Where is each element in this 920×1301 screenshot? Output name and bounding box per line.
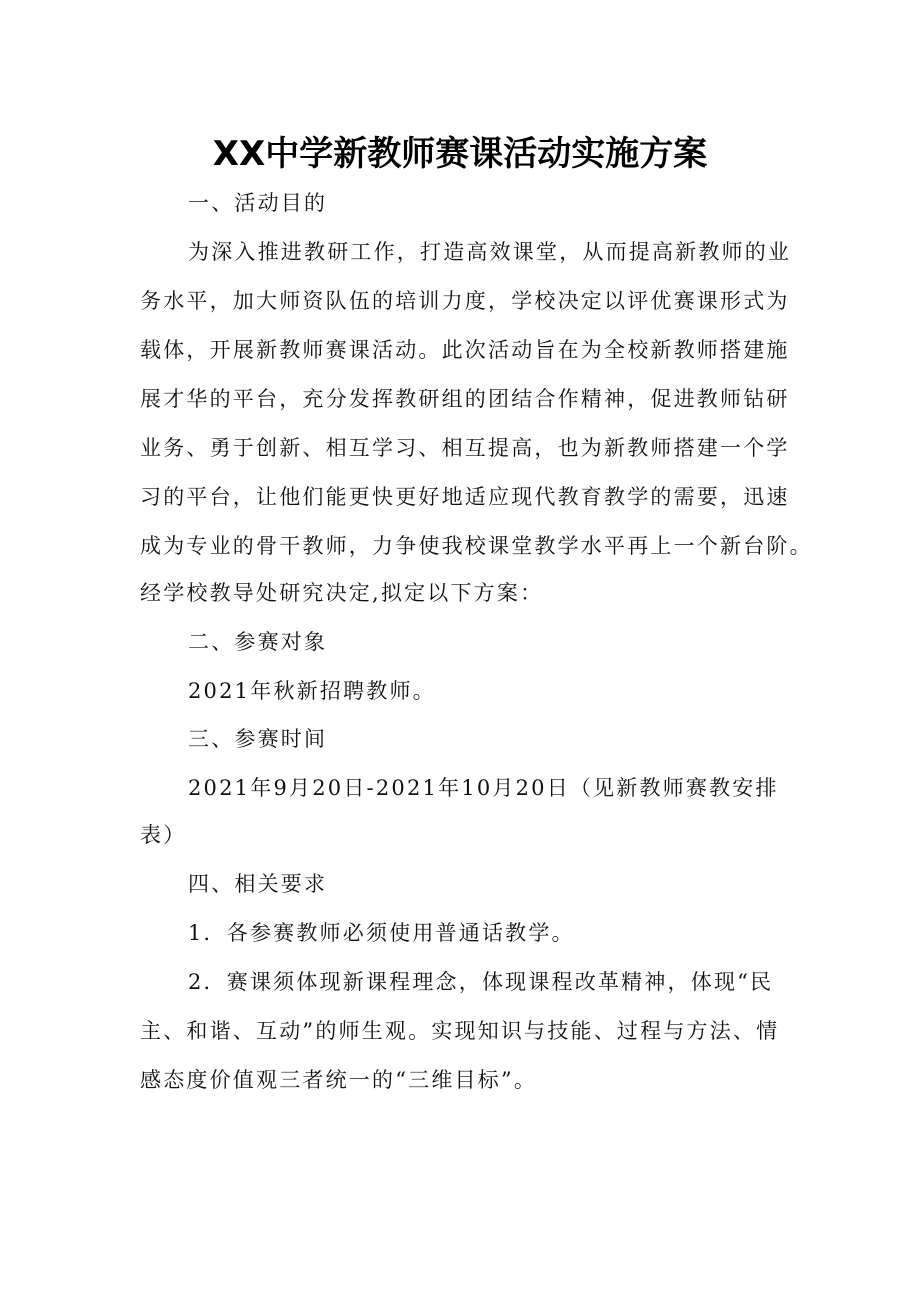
list-item-continuation: 主、和谐、互动”的师生观。实现知识与技能、过程与方法、情 bbox=[140, 1019, 780, 1043]
paragraph-line: 为深入推进教研工作，打造高效课堂，从而提高新教师的业 bbox=[188, 240, 792, 264]
paragraph-line: 2021年秋新招聘教师。 bbox=[188, 679, 436, 703]
list-item-continuation: 感态度价值观三者统一的“三维目标”。 bbox=[140, 1068, 538, 1092]
paragraph-line: 表） bbox=[140, 823, 187, 847]
paragraph-line: 习的平台，让他们能更快更好地适应现代教育教学的需要，迅速 bbox=[140, 485, 790, 509]
list-item: 1．各参赛教师必须使用普通话教学。 bbox=[188, 921, 575, 945]
paragraph-line: 展才华的平台，充分发挥教研组的团结合作精神，促进教师钻研 bbox=[140, 387, 790, 411]
paragraph-line: 经学校教导处研究决定,拟定以下方案： bbox=[140, 581, 544, 605]
list-item: 2．赛课须体现新课程理念，体现课程改革精神，体现“民 bbox=[188, 970, 774, 994]
section-heading-requirements: 四、相关要求 bbox=[188, 872, 328, 896]
paragraph-line: 业务、勇于创新、相互学习、相互提高，也为新教师搭建一个学 bbox=[140, 436, 790, 460]
paragraph-line: 成为专业的骨干教师，力争使我校课堂教学水平再上一个新台阶。 bbox=[140, 534, 813, 558]
section-heading-schedule: 三、参赛时间 bbox=[188, 727, 328, 751]
document-title: XX中学新教师赛课活动实施方案 bbox=[212, 134, 708, 174]
paragraph-line: 务水平，加大师资队伍的培训力度，学校决定以评优赛课形式为 bbox=[140, 289, 790, 313]
section-heading-participants: 二、参赛对象 bbox=[188, 630, 328, 654]
paragraph-line: 载体，开展新教师赛课活动。此次活动旨在为全校新教师搭建施 bbox=[140, 338, 790, 362]
section-heading-purpose: 一、活动目的 bbox=[188, 191, 328, 215]
paragraph-line: 2021年9月20日-2021年10月20日（见新教师赛教安排 bbox=[188, 776, 779, 800]
